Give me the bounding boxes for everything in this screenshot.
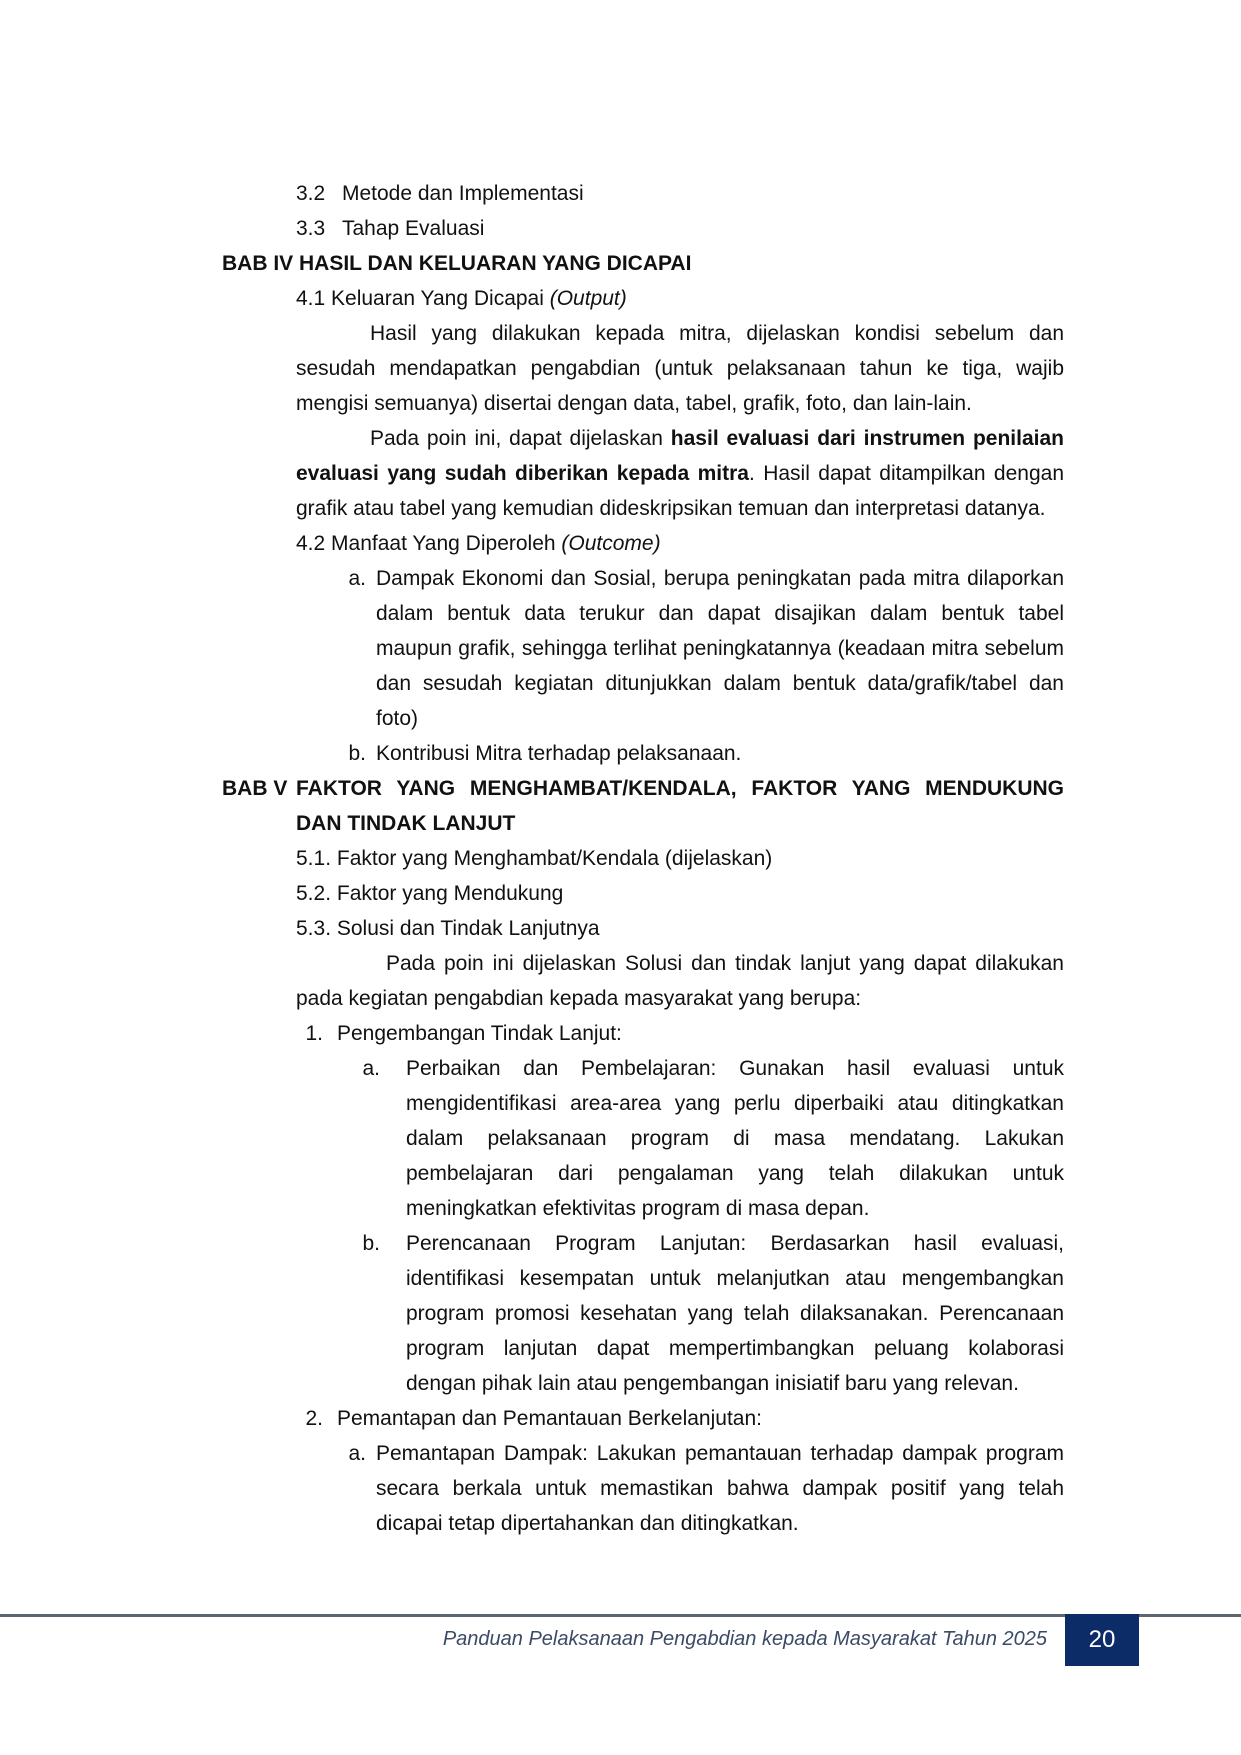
page-content [222,176,1064,1541]
list-item: b. Kontribusi Mitra terhadap pelaksanaan. [348,742,742,765]
page-number: 20 [1065,1614,1139,1666]
section-5-2-heading: 5.2. Faktor yang Mendukung [296,882,564,905]
toc-item-3-2: 3.2 Metode dan Implementasi [296,182,584,205]
numbered-item-2: 2. Pemantapan dan Pemantauan Berkelanjutan: [305,1407,762,1430]
list-item: a. Pemantapan Dampak: Lakukan pemantauan terhadap dampak program secara berkala untuk memastikan bahwa dampak positif yang telah dicapai tetap dipertahankan dan ditingkatkan. [348,1442,1064,1535]
paragraph-4-1-b: Pada poin ini, dapat dijelaskan hasil evaluasi dari instrumen penilaian evaluasi yang sudah diberikan kepada mitra. Hasil dapat ditampilkan dengan grafik atau tabel yang kemudian dideskripsikan temuan dan interpretasi datanya. [296,427,1064,520]
footer-divider [0,1614,1241,1617]
footer-title: Panduan Pelaksanaan Pengabdian kepada Masyarakat Tahun 2025 [442,1628,1047,1650]
paragraph-5-3: Pada poin ini dijelaskan Solusi dan tindak lanjut yang dapat dilakukan pada kegiatan pengabdian kepada masyarakat yang berupa: [296,952,1064,1010]
list-item: b. Perencanaan Program Lanjutan: Berdasarkan hasil evaluasi, identifikasi kesempatan untuk melanjutkan atau mengembangkan program promosi kesehatan yang telah dilaksanakan. Perencanaan program lanjutan dapat mempertimbangkan peluang kolaborasi dengan pihak lain atau pengembangan inisiatif baru yang relevan. [362,1232,1064,1395]
section-4-1-heading: 4.1 Keluaran Yang Dicapai (Output) [296,287,627,310]
section-4-2-heading: 4.2 Manfaat Yang Diperoleh (Outcome) [296,532,661,555]
list-item: a. Dampak Ekonomi dan Sosial, berupa peningkatan pada mitra dilaporkan dalam bentuk data terukur dan dapat disajikan dalam bentuk tabel maupun grafik, sehingga terlihat peningkatannya (keadaan mitra sebelum dan sesudah kegiatan ditunjukkan dalam bentuk data/grafik/tabel dan foto) [348,567,1064,730]
bab5-heading: BAB V FAKTOR YANG MENGHAMBAT/KENDALA, FAKTOR YANG MENDUKUNG DAN TINDAK LANJUT [222,777,1064,835]
toc-item-3-3: 3.3 Tahap Evaluasi [296,217,485,240]
list-item: a. Perbaikan dan Pembelajaran: Gunakan hasil evaluasi untuk mengidentifikasi area-area yang perlu diperbaiki atau ditingkatkan dalam pelaksanaan program di masa mendatang. Lakukan pembelajaran dari pengalaman yang telah dilakukan untuk meningkatkan efektivitas program di masa depan. [362,1057,1064,1220]
bab4-heading: BAB IV HASIL DAN KELUARAN YANG DICAPAI [222,252,692,275]
paragraph-4-1-a: Hasil yang dilakukan kepada mitra, dijelaskan kondisi sebelum dan sesudah mendapatkan pengabdian (untuk pelaksanaan tahun ke tiga, wajib mengisi semuanya) disertai dengan data, tabel, grafik, foto, dan lain-lain. [296,322,1064,415]
section-5-1-heading: 5.1. Faktor yang Menghambat/Kendala (dijelaskan) [296,847,773,870]
section-5-3-heading: 5.3. Solusi dan Tindak Lanjutnya [296,917,600,940]
numbered-item-1: 1. Pengembangan Tindak Lanjut: [305,1022,622,1045]
